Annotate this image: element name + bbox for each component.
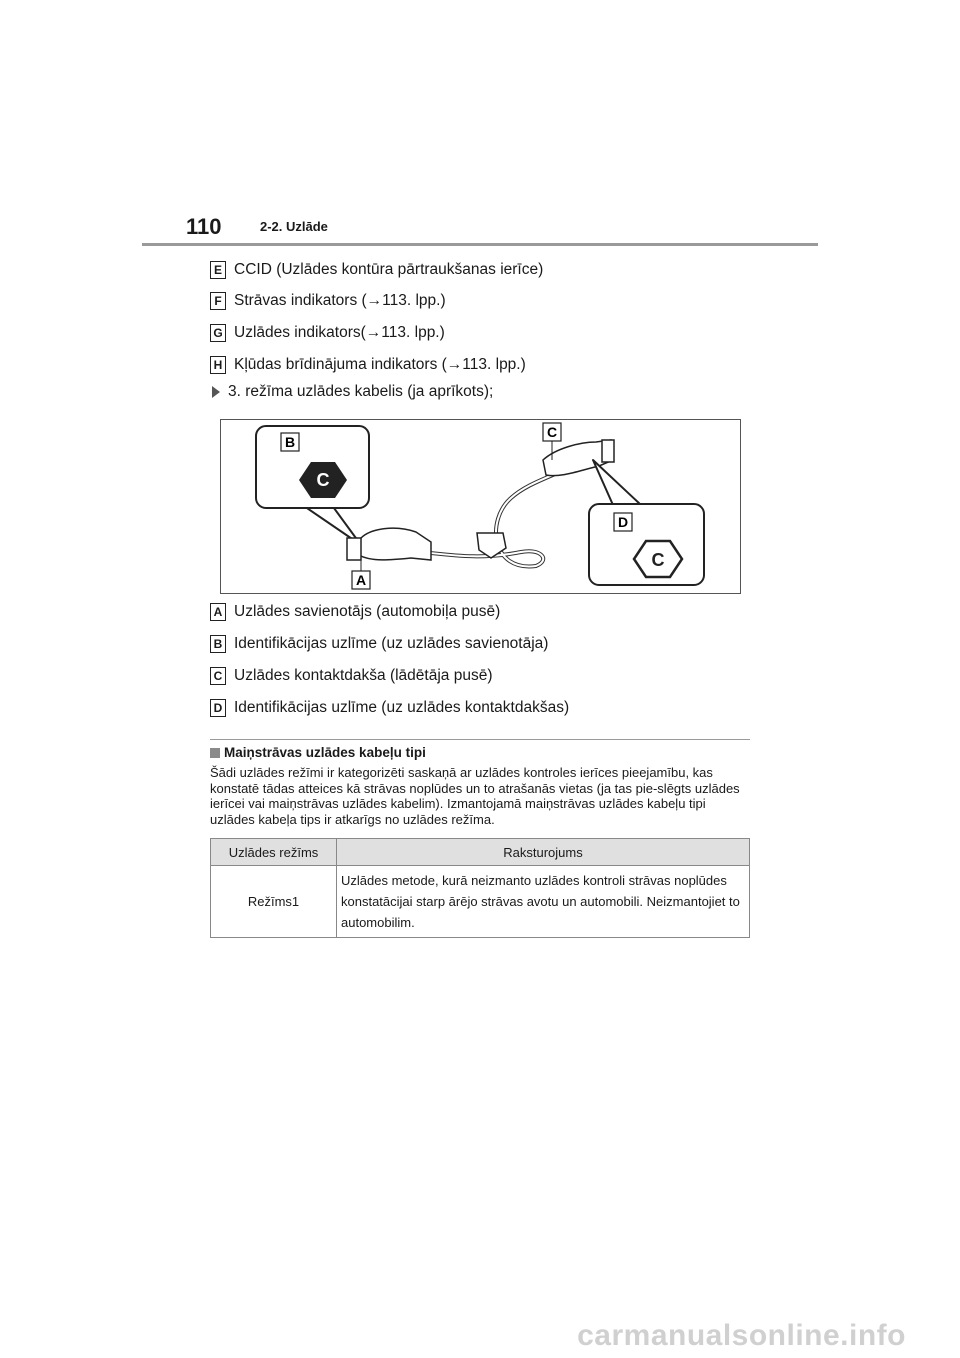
legend-item-c (210, 665, 492, 687)
badge-e: E (210, 261, 226, 279)
badge-b: B (210, 635, 226, 653)
table-header-row (211, 839, 750, 866)
page-number: 110 (186, 214, 222, 239)
table-row (211, 866, 750, 938)
legend-text-b: Identifikācijas uzlīme (uz uzlādes savienotāja) (234, 635, 549, 652)
label-a: A (355, 572, 367, 588)
legend-item-a (210, 601, 500, 623)
cable-illustration-svg (221, 420, 740, 593)
section-title: 2-2. Uzlāde (260, 219, 328, 234)
badge-a: A (210, 603, 226, 621)
badge-f: F (210, 292, 226, 310)
square-bullet-icon (210, 748, 220, 758)
table-header-description: Raksturojums (337, 839, 750, 866)
legend-item-b (210, 633, 548, 655)
legend-text-c: Uzlādes kontaktdakša (lādētāja pusē) (234, 667, 493, 684)
legend-text-f: Strāvas indikators (→113. lpp.) (234, 292, 446, 309)
table-header-mode: Uzlādes režīms (211, 839, 337, 866)
legend-item-h (210, 354, 526, 376)
watermark: carmanualsonline.info (577, 1319, 906, 1352)
cable-illustration (220, 419, 741, 594)
badge-g: G (210, 324, 226, 342)
legend-text-e: CCID (Uzlādes kontūra pārtraukšanas ierīce) (234, 261, 544, 278)
legend-text-d: Identifikācijas uzlīme (uz uzlādes kontaktdakšas) (234, 699, 570, 716)
header-divider (142, 243, 818, 246)
hex-right-text: C (651, 550, 665, 570)
subheading (212, 383, 493, 401)
label-b: B (284, 434, 296, 450)
legend-text-g: Uzlādes indikators(→113. lpp.) (234, 324, 445, 341)
badge-d: D (210, 699, 226, 717)
label-d: D (617, 514, 629, 530)
table-cell-mode: Režīms1 (211, 866, 337, 938)
label-c: C (546, 424, 558, 440)
hex-left-text: C (316, 470, 330, 490)
badge-h: H (210, 356, 226, 374)
legend-text-a: Uzlādes savienotājs (automobiļa pusē) (234, 603, 501, 620)
section-paragraph: Šādi uzlādes režīmi ir kategorizēti saskaņā ar uzlādes kontroles ierīces pieejamību, kas konstatē tādas atteices kā strāvas noplūdes un to atrašanās vietas (ja tas pie-slēgts uzlādes ierīcei vai maiņstrāvas uzlādes kabelim). Izmantojamā maiņstrāvas uzlādes kabeļu tipi uzlādes kabeļa tips ir atkarīgs no uzlādes režīma. (210, 765, 740, 827)
section-divider (210, 739, 750, 740)
charging-modes-table (210, 838, 750, 938)
legend-item-f (210, 290, 446, 312)
section-heading-text: Maiņstrāvas uzlādes kabeļu tipi (224, 745, 426, 760)
legend-item-d (210, 697, 569, 719)
triangle-bullet-icon (212, 386, 220, 398)
section-heading (210, 745, 426, 760)
legend-item-g (210, 322, 445, 344)
badge-c: C (210, 667, 226, 685)
legend-item-e (210, 259, 543, 281)
legend-text-h: Kļūdas brīdinājuma indikators (→113. lpp.) (234, 356, 526, 373)
subheading-text: 3. režīma uzlādes kabelis (ja aprīkots); (228, 383, 494, 400)
table-cell-description: Uzlādes metode, kurā neizmanto uzlādes kontroli strāvas noplūdes konstatācijai starp ārējo strāvas avotu un automobili. Neizmantojiet to automobilim. (337, 866, 750, 938)
